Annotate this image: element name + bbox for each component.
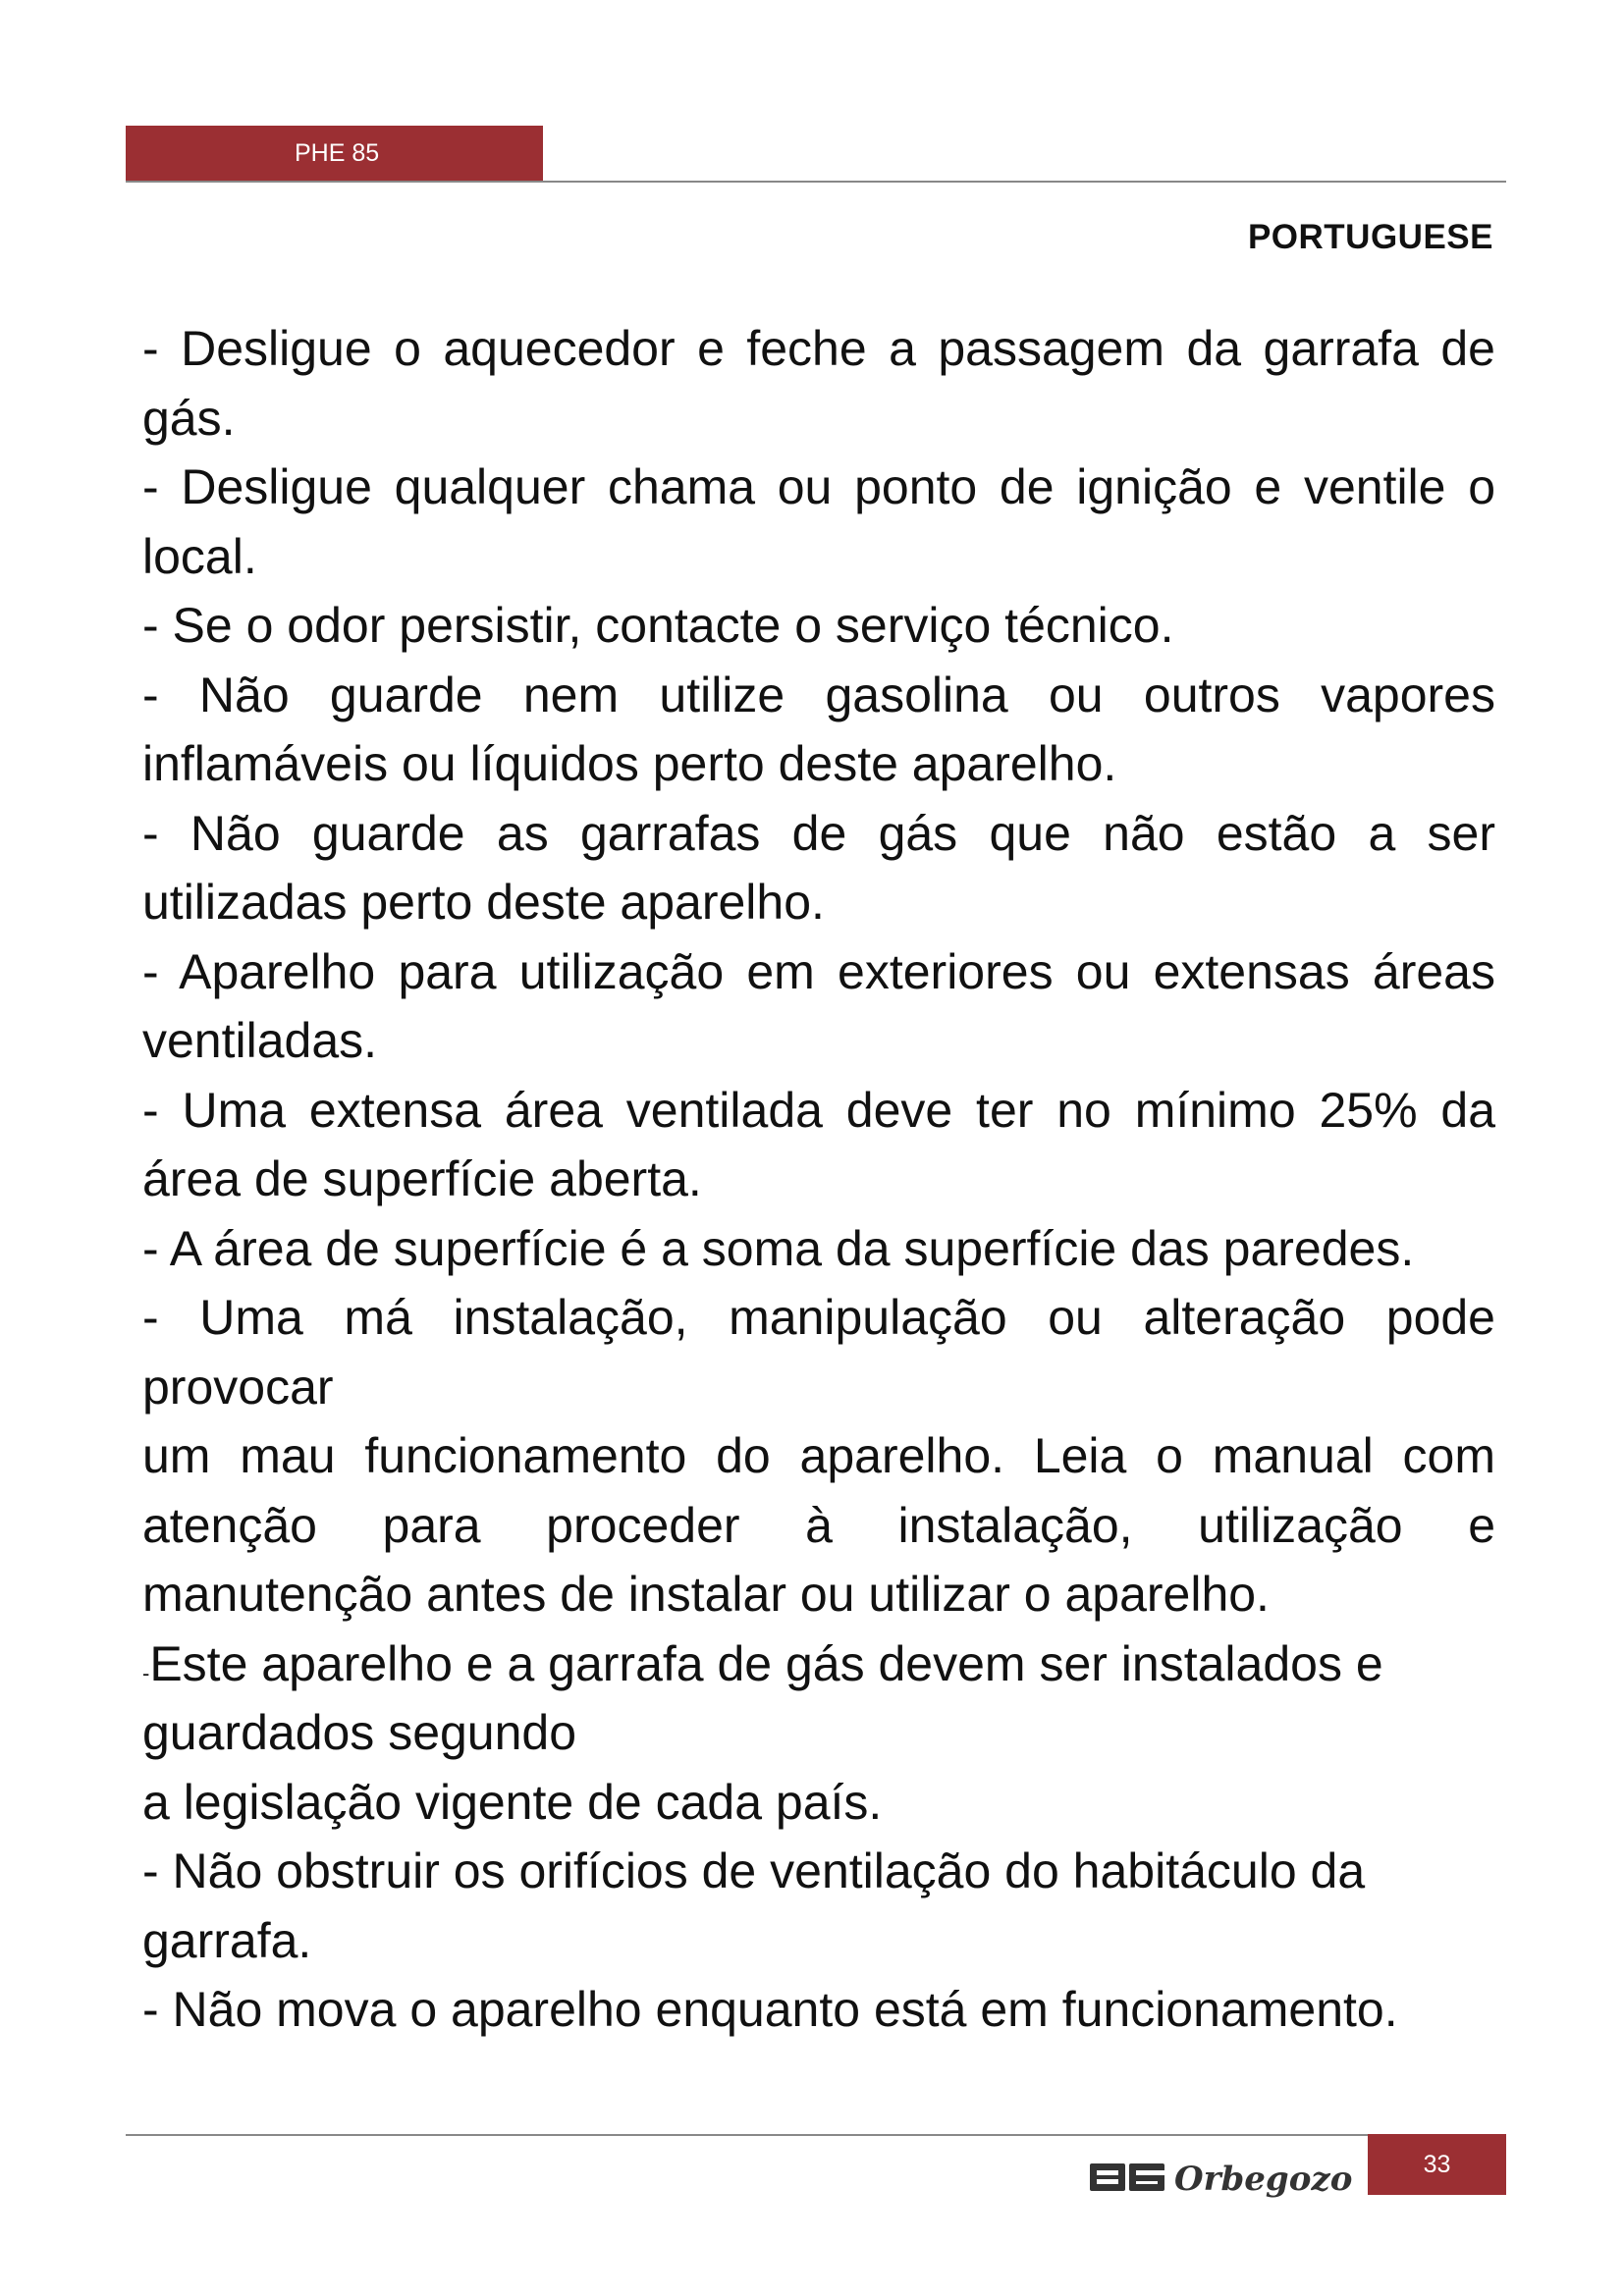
text-line-content: - Uma má instalação, manipulação ou alteração pode	[142, 1290, 1495, 1345]
text-line	[142, 799, 1495, 869]
page-number: 33	[1423, 2151, 1451, 2178]
text-line-content: - Não obstruir os orifícios de ventilação do habitáculo da	[142, 1843, 1366, 1898]
text-line	[142, 1214, 1495, 1284]
brand-wordmark: Orbegozo	[1174, 2160, 1353, 2199]
text-line	[142, 591, 1495, 661]
text-line-content: - Desligue o aquecedor e feche a passagem da garrafa de	[142, 321, 1495, 376]
text-line-content: um mau funcionamento do aparelho. Leia o manual com	[142, 1428, 1495, 1483]
text-line	[142, 314, 1495, 384]
text-line-content: - Uma extensa área ventilada deve ter no mínimo 25% da	[142, 1082, 1495, 1138]
text-line-content: manutenção antes de instalar ou utilizar o aparelho.	[142, 1567, 1270, 1622]
text-line-content: área de superfície aberta.	[142, 1151, 702, 1206]
model-label: PHE 85	[295, 139, 380, 167]
text-line-content: utilizadas perto deste aparelho.	[142, 875, 825, 930]
text-line	[142, 1629, 1495, 1699]
text-line	[142, 1975, 1495, 2045]
text-line-content: ventiladas.	[142, 1013, 378, 1068]
text-line	[142, 1145, 1495, 1214]
text-line-content: atenção para proceder à instalação, utilização e	[142, 1497, 1495, 1553]
text-line-content: local.	[142, 528, 257, 584]
text-line	[142, 1006, 1495, 1076]
text-line-content: - Aparelho para utilização em exteriores ou extensas áreas	[142, 943, 1495, 999]
footer-divider	[126, 2134, 1506, 2136]
text-line-content: garrafa.	[142, 1912, 312, 1968]
brand-mark-icon	[1090, 2163, 1164, 2191]
text-line-content: - Não guarde as garrafas de gás que não estão a ser	[142, 805, 1495, 861]
body-text	[142, 314, 1495, 2045]
text-line	[142, 453, 1495, 522]
text-line	[142, 522, 1495, 592]
header-divider	[126, 181, 1506, 183]
text-line	[142, 661, 1495, 730]
page-number-badge	[1368, 2134, 1506, 2195]
text-line	[142, 1491, 1495, 1561]
text-line-content: - Não mova o aparelho enquanto está em funcionamento.	[142, 1982, 1398, 2037]
text-line	[142, 384, 1495, 454]
text-line	[142, 1698, 1495, 1768]
text-line-content: a legislação vigente de cada país.	[142, 1774, 883, 1830]
text-line	[142, 1283, 1495, 1353]
text-line-content: - A área de superfície é a soma da superfície das paredes.	[142, 1220, 1415, 1276]
text-line	[142, 1353, 1495, 1422]
text-line	[142, 937, 1495, 1007]
text-line-content: - Não guarde nem utilize gasolina ou outros vapores	[142, 667, 1495, 722]
text-line-content: - Se o odor persistir, contacte o serviço técnico.	[142, 598, 1174, 653]
text-line-content: provocar	[142, 1359, 334, 1415]
model-tab	[126, 126, 543, 181]
text-line-content: inflamáveis ou líquidos perto deste aparelho.	[142, 736, 1117, 791]
text-line-content: gás.	[142, 390, 236, 446]
text-line	[142, 1906, 1495, 1976]
language-label: PORTUGUESE	[1247, 218, 1493, 256]
text-line	[142, 1076, 1495, 1146]
text-line	[142, 868, 1495, 937]
text-line	[142, 1768, 1495, 1838]
text-line-content: - Desligue qualquer chama ou ponto de ignição e ventile o	[142, 459, 1495, 514]
brand-logo	[1088, 2156, 1353, 2199]
bullet-dash: -	[142, 1660, 150, 1685]
text-line	[142, 1421, 1495, 1491]
text-line-content: Este aparelho e a garrafa de gás devem ser instalados e	[149, 1635, 1383, 1691]
text-line	[142, 1560, 1495, 1629]
text-line	[142, 1837, 1495, 1906]
text-line-content: guardados segundo	[142, 1705, 577, 1760]
text-line	[142, 729, 1495, 799]
